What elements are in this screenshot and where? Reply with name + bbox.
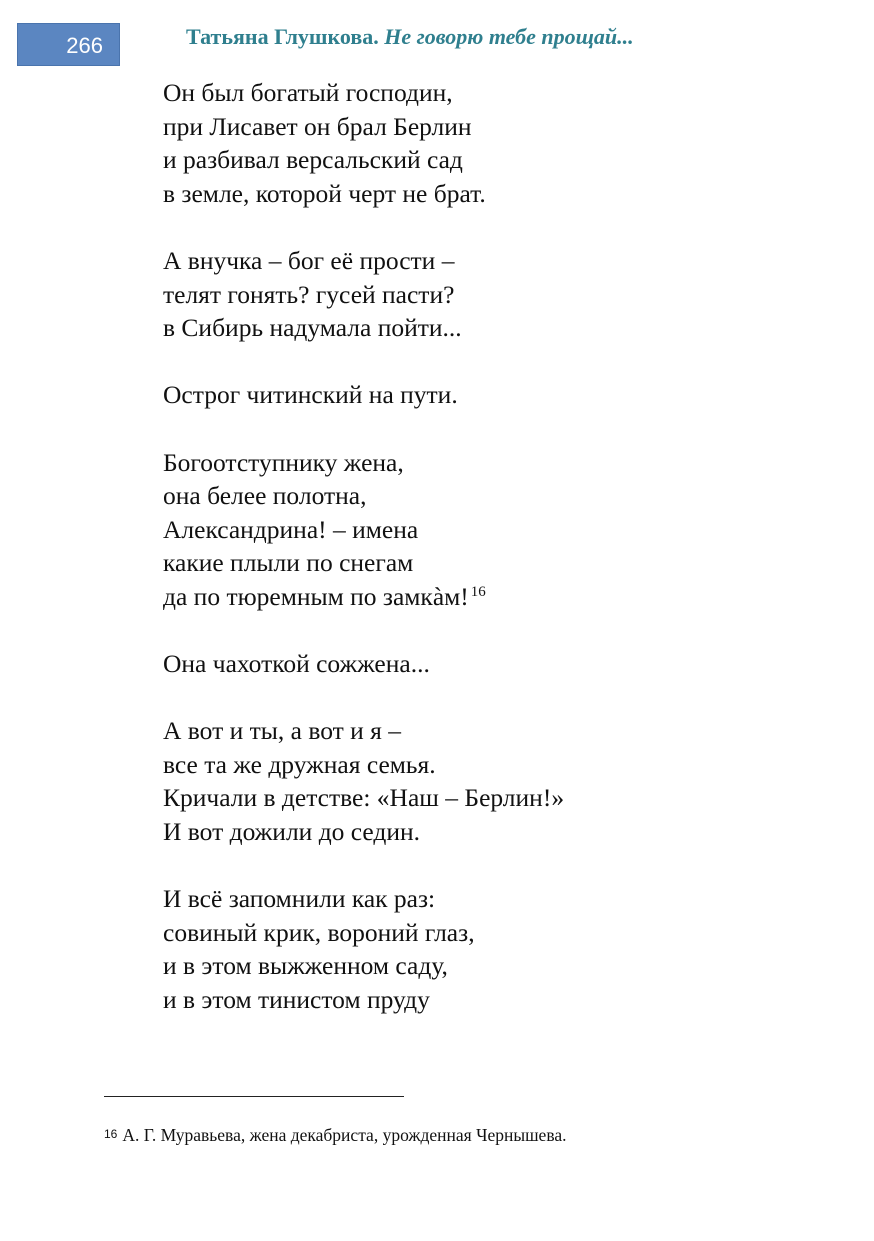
poem-line: и разбивал версальский сад <box>163 145 463 175</box>
stanza <box>163 647 823 681</box>
poem-line: совиный крик, вороний глаз, <box>163 917 475 947</box>
poem-line-text: да по тюремным по замкàм! <box>163 581 469 611</box>
poem-line: и в этом выжженном саду, <box>163 951 448 981</box>
poem-body <box>163 76 823 1017</box>
stanza <box>163 882 823 1016</box>
poem-line: Александрина! – имена <box>163 514 419 544</box>
poem-line: Острог читинский на пути. <box>163 380 458 410</box>
footnote <box>104 1124 567 1146</box>
footnote-reference[interactable]: 16 <box>470 583 486 600</box>
page-number: 266 <box>17 23 120 66</box>
footnote-marker: 16 <box>104 1127 118 1141</box>
stanza <box>163 76 823 210</box>
poem-line: в земле, которой черт не брат. <box>163 178 486 208</box>
poem-line: и в этом тинистом пруду <box>163 985 430 1015</box>
poem-line: она белее полотна, <box>163 481 367 511</box>
running-head <box>186 24 634 50</box>
poem-line: И вот дожили до седин. <box>163 817 421 847</box>
poem-line: Богоотступнику жена, <box>163 447 404 477</box>
author-name: Татьяна Глушкова. <box>186 24 379 49</box>
poem-line: Кричали в детстве: «Наш – Берлин!» <box>163 783 565 813</box>
poem-line: в Сибирь надумала пойти... <box>163 313 462 343</box>
stanza <box>163 244 823 345</box>
stanza <box>163 714 823 848</box>
poem-line: какие плыли по снегам <box>163 548 414 578</box>
poem-line: телят гонять? гусей пасти? <box>163 279 455 309</box>
footnote-separator <box>104 1096 404 1097</box>
poem-line <box>163 580 823 614</box>
book-title: Не говорю тебе прощай... <box>384 24 634 49</box>
poem-line: А вот и ты, а вот и я – <box>163 716 402 746</box>
stanza <box>163 378 823 412</box>
poem-line: И всё запомнили как раз: <box>163 884 436 914</box>
poem-line: при Лисавет он брал Берлин <box>163 111 472 141</box>
poem-line: Он был богатый господин, <box>163 78 453 107</box>
poem-line: Она чахоткой сожжена... <box>163 649 430 679</box>
poem-line: А внучка – бог её прости – <box>163 245 455 275</box>
stanza <box>163 446 823 614</box>
footnote-text: А. Г. Муравьева, жена декабриста, урожденная Чернышева. <box>122 1125 567 1145</box>
poem-line: все та же дружная семья. <box>163 749 436 779</box>
